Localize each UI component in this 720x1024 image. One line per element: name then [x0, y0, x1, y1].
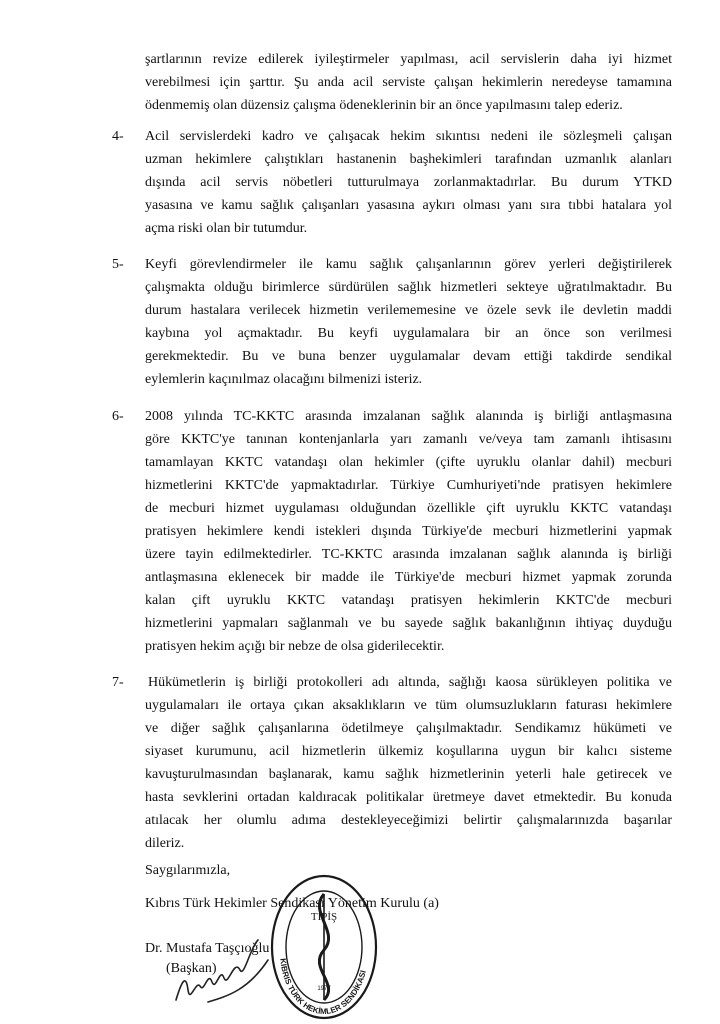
signature — [168, 930, 278, 1020]
intro-line: şartlarının revize edilerek iyileştirmeler yapılması, acil servislerin daha iyi hizmet — [145, 52, 672, 67]
seal-ring-text: KIBRIS TÜRK HEKİMLER SENDİKASI — [278, 957, 368, 1017]
intro-line: verebilmesi için şarttır. Şu anda acil serviste çalışan hekimlerin neredeyse tamamına — [145, 75, 672, 90]
item-line: Keyfi görevlendirmeler ile kamu sağlık çalışanlarının görev yerleri değiştirilerek — [145, 257, 672, 272]
item-line: kaybına yol açmaktadır. Bu keyfi uygulamalara bir an önce son verilmesi — [145, 326, 672, 341]
organization-line: Kıbrıs Türk Hekimler Sendikası Yönetim Kurulu (a) — [145, 896, 439, 911]
item-line: göre KKTC'ye tanınan kontenjanlarla yarı zamanlı ve/veya tam zamanlı ihtisasını — [145, 432, 672, 447]
seal-letters: TIPİŞ — [310, 911, 338, 923]
item-line: de mecburi hizmet uygulaması olduğundan özellikle çift uyruklu KKTC vatandaşı — [145, 501, 672, 516]
item-line: ve diğer sağlık çalışanlarına ödetilmeye çalışılmaktadır. Sendikamız hükümeti ve — [145, 721, 672, 736]
item-line: durum hastalara verilecek hizmetin verilememesine ve özele sevk ile devletin maddi — [145, 303, 672, 318]
item-line: dileriz. — [145, 836, 185, 851]
item-line: kalan çift uyruklu KKTC vatandaşı pratisyen hekimlerin KKTC'de mecburi — [145, 593, 672, 608]
item-line: pratisyen hekim açığı bir nebze de olsa giderilecektir. — [145, 639, 445, 654]
item-line: kavuşturulmasından başlanarak, kamu sağlık hizmetlerinin yeterli hale getirecek ve — [145, 767, 672, 782]
seal-year: 1977 — [317, 986, 331, 992]
signer-name: Dr. Mustafa Taşçıoğlu — [145, 941, 270, 956]
item-line: siyaset kurumunu, acil hizmetlerin ülkemiz koşullarına uygun bir kalıcı sisteme — [145, 744, 672, 759]
item-number: 6- — [112, 409, 124, 424]
greeting: Saygılarımızla, — [145, 863, 231, 878]
item-line: Hükümetlerin iş birliği protokolleri adı altında, sağlığı kaosa sürükleyen politika ve — [148, 675, 672, 690]
item-line: üzere tayin edilmektedirler. TC-KKTC arasında imzalanan sağlık alanında iş birliği — [145, 547, 672, 562]
item-line: antlaşmasına eklenecek bir madde ile Türkiye'de mecburi hizmet yapmak zorunda — [145, 570, 672, 585]
item-line: atılacak her olumlu adıma destekleyeceğimizi belirtir çalışmalarınızda başarılar — [145, 813, 672, 828]
item-line: hizmetlerini KKTC'de yapmaktadırlar. Türkiye Cumhuriyeti'nde pratisyen hekimlere — [145, 478, 672, 493]
item-line: hasta sevklerini ortadan kaldıracak politikalar üretmeye davet etmektedir. Bu konuda — [145, 790, 672, 805]
item-line: açma riski olan bir tutumdur. — [145, 221, 308, 236]
item-line: gerekmektedir. Bu ve buna benzer uygulamalar devam ettiği takdirde sendikal — [145, 349, 672, 364]
item-line: dışında acil servis nöbetleri tutturulmaya zorlanmaktadırlar. Bu durum YTKD — [145, 175, 672, 190]
item-number: 5- — [112, 257, 124, 272]
item-line: 2008 yılında TC-KKTC arasında imzalanan sağlık alanında iş birliği antlaşmasına — [145, 409, 672, 424]
item-line: yasasına ve kamu sağlık çalışanları yasasına aykırı olması yanı sıra tıbbi hatalara yol — [145, 198, 672, 213]
item-line: Acil servislerdeki kadro ve çalışacak hekim sıkıntısı nedeni ile sözleşmeli çalışan — [145, 129, 672, 144]
item-number: 7- — [112, 675, 124, 690]
intro-line: ödenmemiş olan düzensiz çalışma ödeneklerinin bir an önce yapılmasını talep ederiz. — [145, 98, 623, 113]
item-line: tamamlayan KKTC vatandaşı olan hekimler (çifte uyruklu olanlar dahil) mecburi — [145, 455, 672, 470]
item-line: hizmetlerini yapmaları sağlanmalı ve bu sayede sağlık bakanlığının ihtiyaç duyduğu — [145, 616, 672, 631]
item-line: pratisyen hekimlere kendi istekleri dışında Türkiye'de mecburi hizmetlerini yapmak — [145, 524, 672, 539]
item-line: uygulamaları ile ortaya çıkan aksaklıkların ve tüm olumsuzlukların faturası hekimlere — [145, 698, 672, 713]
item-line: uzman hekimlere çalıştıkları hastanenin başhekimleri tarafından uzmanlık alanları — [145, 152, 672, 167]
signer-title: (Başkan) — [166, 961, 217, 976]
seal-stamp — [268, 872, 380, 1022]
item-line: çalışmakta olduğu birimlerce sürdürülen sağlık hizmetleri sekteye uğratılmaktadır. Bu — [145, 280, 672, 295]
item-number: 4- — [112, 129, 124, 144]
item-line: eylemlerin kaçınılmaz olacağını bilmenizi isteriz. — [145, 372, 423, 387]
